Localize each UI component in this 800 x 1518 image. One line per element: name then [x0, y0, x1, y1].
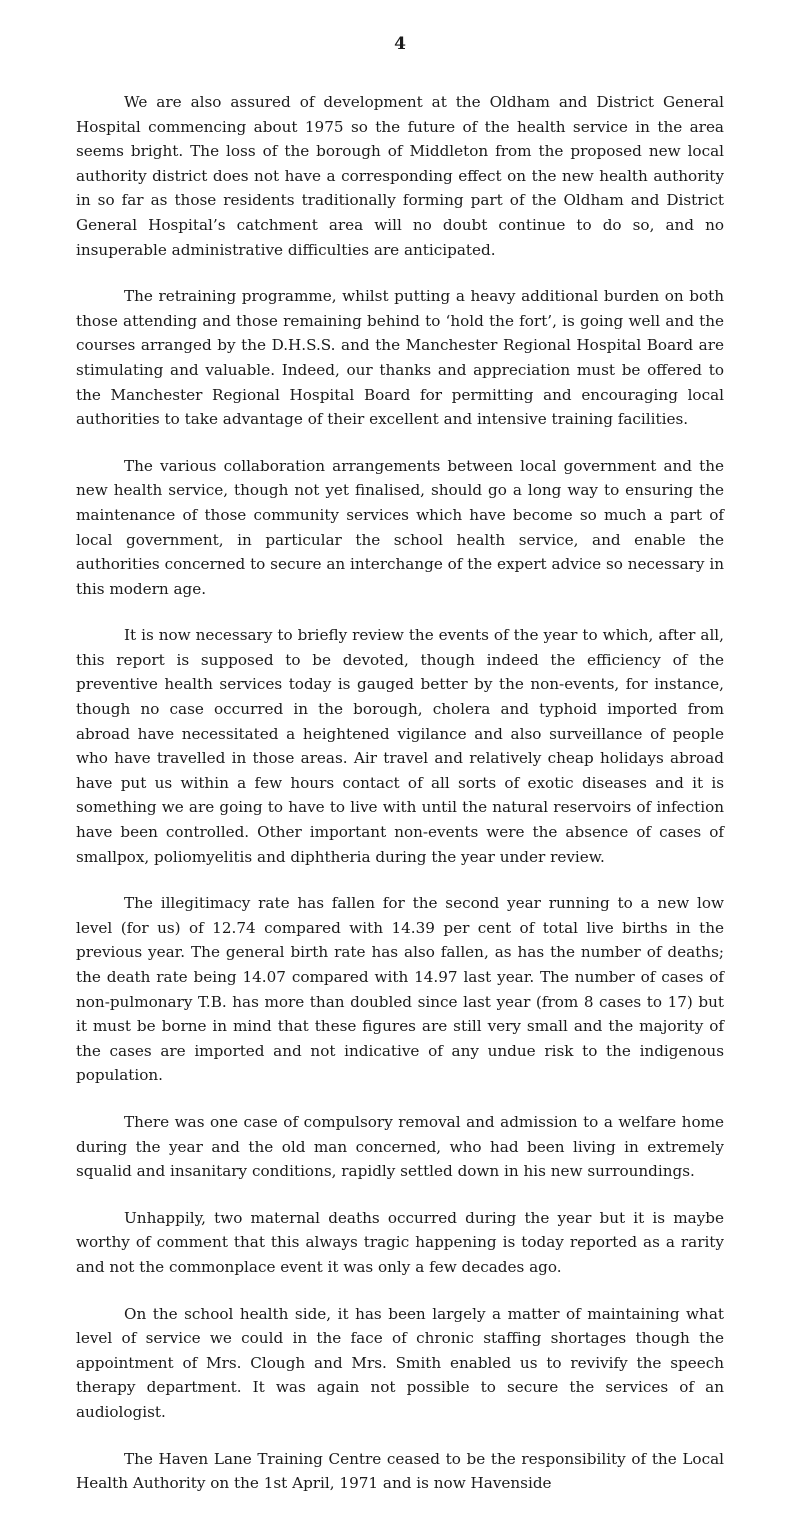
- paragraph-collaboration-arrangements: The various collaboration arrangements between local government and the new health service, though not yet finalised, should go a long way to ensuring the maintenance of those community services which have become so much a part of local government, in particular the school health service, and enable the authorities concerned to secure an interchange of the expert advice so necessary in this modern age.: [76, 456, 724, 598]
- paragraph-birth-death-rates: The illegitimacy rate has fallen for the second year running to a new low level (for us) of 12.74 compared with 14.39 per cent of total live births in the previous year. The general birth rate has also fallen, as has the number of deaths; the death rate being 14.07 compared with 14.97 last year. The number of cases of non-pulmonary T.B. has more than doubled since last year (from 8 cases to 17) but it must be borne in mind that these figures are still very small and the majority of the cases are imported and not indicative of any undue risk to the indigenous population.: [76, 894, 724, 1085]
- report-body: [76, 90, 724, 1518]
- paragraph-retraining-programme: The retraining programme, whilst putting a heavy additional burden on both those attending and those remaining behind to ‘hold the fort’, is going well and the courses arranged by the D.H.S.S. and the Manchester Regional Hospital Board are stimulating and valuable. Indeed, our thanks and appreciation must be offered to the Manchester Regional Hospital Board for permitting and encouraging local authorities to take advantage of their excellent and intensive training facilities.: [76, 287, 724, 429]
- page-number: 4: [394, 34, 406, 54]
- paragraph-maternal-deaths: Unhappily, two maternal deaths occurred during the year but it is maybe worthy of comment that this always tragic happening is today reported as a rarity and not the commonplace event it was only a few decades ago.: [76, 1208, 724, 1276]
- paragraph-compulsory-removal: There was one case of compulsory removal and admission to a welfare home during the year and the old man concerned, who had been living in extremely squalid and insanitary conditions, rapidly settled down in his new surroundings.: [76, 1112, 724, 1181]
- paragraph-training-centre: The Haven Lane Training Centre ceased to be the responsibility of the Local Health Authority on the 1st April, 1971 and is now Havenside: [76, 1449, 724, 1493]
- paragraph-hospital-development: We are also assured of development at the Oldham and District General Hospital commencing about 1975 so the future of the health service in the area seems bright. The loss of the borough of Middleton from the proposed new local authority district does not have a corresponding effect on the new health authority in so far as those residents traditionally forming part of the Oldham and District General Hospital’s catchment area will no doubt continue to do so, and no insuperable administrative difficulties are anticipated.: [76, 93, 724, 259]
- paragraph-school-health: On the school health side, it has been largely a matter of maintaining what level of service we could in the face of chronic staffing shortages though the appointment of Mrs. Clough and Mrs. Smith enabled us to revivify the speech therapy department. It was again not possible to secure the services of an audiologist.: [76, 1304, 724, 1421]
- paragraph-year-review: It is now necessary to briefly review the events of the year to which, after all, this report is supposed to be devoted, though indeed the efficiency of the preventive health services today is gauged better by the non-events, for instance, though no case occurred in the borough, cholera and typhoid imported from abroad have necessitated a heightened vigilance and also surveillance of people who have travelled in those areas. Air travel and relatively cheap holidays abroad have put us within a few hours contact of all sorts of exotic diseases and it is something we are going to have to live with until the natural reservoirs of infection have been controlled. Other important non-events were the absence of cases of smallpox, poliomyelitis and diphtheria during the year under review.: [76, 626, 724, 866]
